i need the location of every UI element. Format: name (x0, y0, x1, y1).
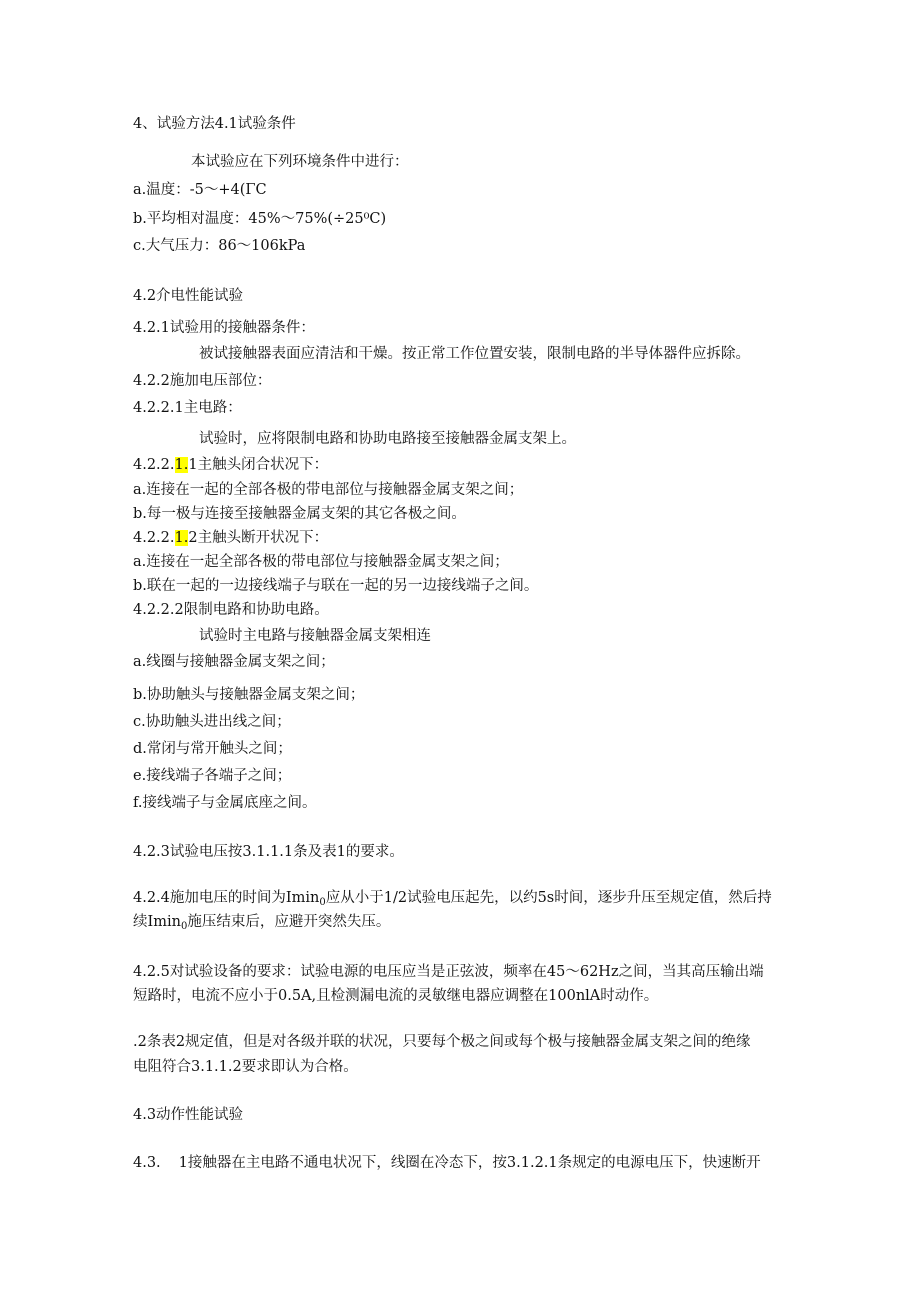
list-item: c.大气压力：86～106kPa (133, 238, 306, 254)
list-item: d.常闭与常开触头之间； (133, 741, 292, 757)
subsection-heading: 4.2.1试验用的接触器条件： (133, 320, 315, 336)
highlighted-text: 1. (174, 457, 189, 473)
list-item: c.协助触头进出线之间； (133, 714, 291, 730)
list-item: a.连接在一起全部各极的带电部位与接触器金属支架之间； (133, 554, 509, 570)
list-item: b.协助触头与接触器金属支架之间； (133, 687, 365, 703)
paragraph-text: .2条表2规定值，但是对各级并联的状况，只要每个极之间或每个极与接触器金属支架之间的绝缘 (133, 1034, 751, 1050)
paragraph-text: 短路时，电流不应小于0.5A,且检测漏电流的灵敏继电器应调整在100nlA时动作。 (133, 988, 659, 1004)
subsection-heading (133, 528, 328, 548)
heading-number: 4.2.2. (133, 457, 175, 473)
paragraph-text: 试验时，应将限制电路和协助电路接至接触器金属支架上。 (199, 431, 576, 447)
paragraph-text: 电阻符合3.1.1.2要求即认为合格。 (133, 1059, 358, 1075)
list-item: b.每一极与连接至接触器金属支架的其它各极之间。 (133, 506, 466, 522)
paragraph-text: 被试接触器表面应清洁和干燥。按正常工作位置安装，限制电路的半导体器件应拆除。 (199, 346, 750, 362)
paragraph-text: 4.2.5对试验设备的要求：试验电源的电压应当是正弦波，频率在45～62Hz之间，当其高压输出端 (133, 964, 764, 980)
paragraph-text: 4.2.3试验电压按3.1.1.1条及表1的要求。 (133, 844, 404, 860)
section-heading-test-method: 4、试验方法4.1试验条件 (133, 116, 296, 132)
highlighted-text: 1. (174, 530, 189, 546)
list-item: a.连接在一起的全部各极的带电部位与接触器金属支架之间； (133, 482, 524, 498)
text-run: 4.3. (133, 1155, 161, 1171)
section-heading-dielectric: 4.2介电性能试验 (133, 288, 244, 304)
section-heading-action-performance: 4.3动作性能试验 (133, 1107, 244, 1123)
subsection-heading: 4.2.2.1主电路： (133, 400, 242, 416)
subscript: 0 (180, 921, 188, 932)
paragraph-text: 试验时主电路与接触器金属支架相连 (199, 628, 431, 644)
text-run: 施压结束后，应避开突然失压。 (187, 914, 391, 930)
heading-number: 4.2.2. (133, 530, 175, 546)
heading-text: 2主触头断开状况下： (188, 530, 329, 546)
list-item: a.线圈与接触器金属支架之间； (133, 654, 335, 670)
paragraph-text (133, 912, 390, 937)
paragraph-text: 本试验应在下列环境条件中进行： (191, 154, 409, 170)
paragraph-text (133, 888, 772, 913)
heading-text: 1主触头闭合状况下： (188, 457, 329, 473)
list-item: e.接线端子各端子之间； (133, 768, 292, 784)
paragraph-text (133, 1153, 761, 1173)
list-item: b.平均相对温度：45%～75%(÷25⁰C) (133, 211, 387, 227)
subscript: 0 (319, 897, 326, 908)
text-run: 1接触器在主电路不通电状况下，线圈在冷态下，按3.1.2.1条规定的电源电压下，快速断开 (178, 1155, 761, 1171)
subsection-heading: 4.2.2施加电压部位： (133, 373, 272, 389)
list-item: a.温度：-5～+4(ΓC (133, 182, 267, 198)
text-run: 续Imin (133, 914, 181, 930)
subsection-heading: 4.2.2.2限制电路和协助电路。 (133, 602, 329, 618)
list-item: f.接线端子与金属底座之间。 (133, 795, 317, 811)
text-run: 4.2.4施加电压的时间为Imin (133, 890, 320, 906)
subsection-heading (133, 455, 328, 475)
list-item: b.联在一起的一边接线端子与联在一起的另一边接线端子之间。 (133, 578, 539, 594)
text-run: 应从小于1/2试验电压起先，以约5s时间，逐步升压至规定值，然后持 (325, 890, 772, 906)
